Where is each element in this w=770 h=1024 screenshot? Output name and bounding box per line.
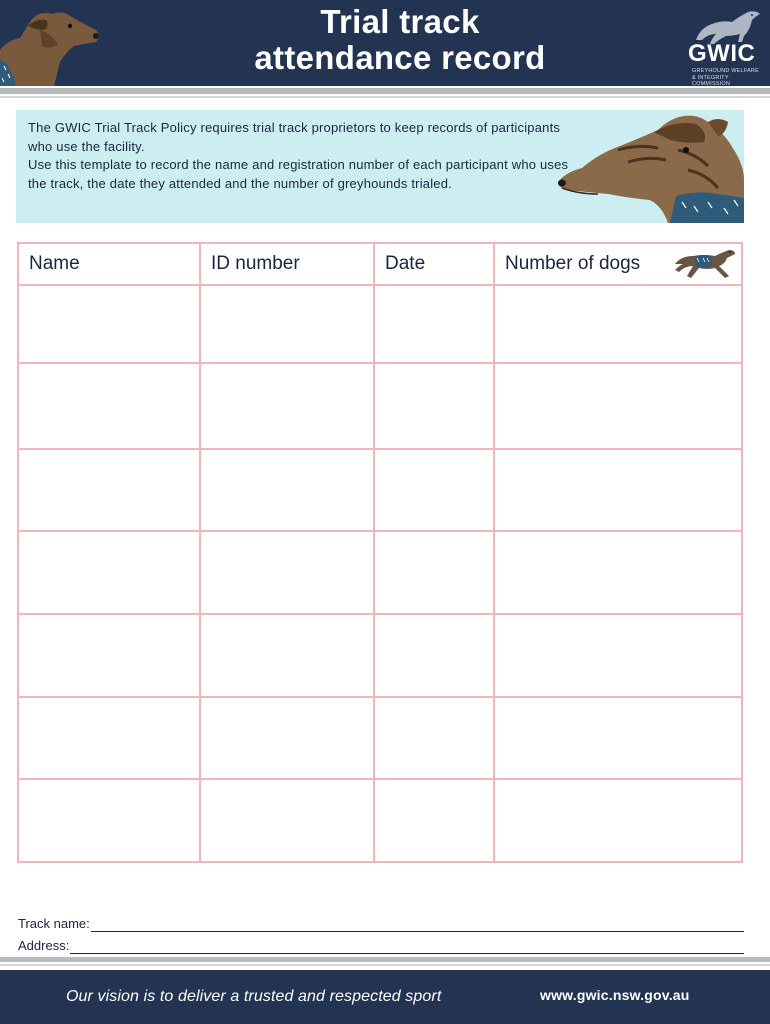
vision-statement: Our vision is to deliver a trusted and respected sport — [66, 988, 442, 1005]
footer-banner — [0, 970, 770, 1024]
table-cell-number-of-dogs[interactable] — [494, 363, 742, 449]
column-header-number-of-dogs — [494, 243, 742, 285]
table-cell-number-of-dogs[interactable] — [494, 779, 742, 862]
greyhound-head-photo — [558, 110, 744, 223]
intro-paragraph-1: The GWIC Trial Track Policy requires trial track proprietors to keep records of participants who use the facility. — [28, 120, 561, 154]
footer-divider-stripe — [0, 957, 770, 962]
table-cell-number-of-dogs[interactable] — [494, 449, 742, 531]
intro-text — [28, 119, 588, 193]
header-banner — [0, 0, 770, 86]
table-cell-number-of-dogs[interactable] — [494, 697, 742, 779]
address-label: Address: — [18, 938, 70, 953]
table-cell-id-number[interactable] — [200, 614, 374, 697]
page-title — [200, 4, 600, 76]
table-cell-date[interactable] — [374, 363, 494, 449]
table-cell-id-number[interactable] — [200, 449, 374, 531]
intro-box — [16, 110, 744, 223]
table-header-row — [18, 243, 742, 285]
website-link[interactable]: www.gwic.nsw.gov.au — [540, 987, 690, 1003]
column-header-id-number: ID number — [200, 243, 374, 285]
table-row — [18, 285, 742, 363]
divider-stripe-thin — [0, 96, 770, 98]
address-field[interactable] — [70, 939, 744, 954]
table-row — [18, 697, 742, 779]
table-cell-date[interactable] — [374, 614, 494, 697]
table-row — [18, 363, 742, 449]
column-header-name: Name — [18, 243, 200, 285]
divider-stripe — [0, 88, 770, 94]
table-cell-date[interactable] — [374, 449, 494, 531]
logo-text: GWIC — [688, 40, 756, 67]
table-cell-date[interactable] — [374, 285, 494, 363]
table-row — [18, 449, 742, 531]
table-cell-name[interactable] — [18, 285, 200, 363]
track-name-field[interactable] — [91, 917, 744, 932]
greyhound-photo — [0, 0, 108, 86]
table-row — [18, 614, 742, 697]
table-cell-id-number[interactable] — [200, 531, 374, 614]
table-cell-date[interactable] — [374, 779, 494, 862]
title-line-1: Trial track — [320, 3, 480, 40]
table-cell-id-number[interactable] — [200, 285, 374, 363]
table-cell-name[interactable] — [18, 363, 200, 449]
track-name-label: Track name: — [18, 916, 90, 931]
address-row — [18, 932, 744, 954]
table-cell-id-number[interactable] — [200, 697, 374, 779]
table-cell-date[interactable] — [374, 697, 494, 779]
table-cell-name[interactable] — [18, 614, 200, 697]
table-cell-name[interactable] — [18, 449, 200, 531]
attendance-table — [17, 242, 743, 863]
table-cell-number-of-dogs[interactable] — [494, 285, 742, 363]
racing-greyhound-icon — [671, 246, 737, 282]
gwic-logo — [682, 6, 762, 87]
track-details — [18, 910, 744, 954]
table-cell-name[interactable] — [18, 531, 200, 614]
table-cell-date[interactable] — [374, 531, 494, 614]
title-line-2: attendance record — [254, 39, 546, 76]
track-name-row — [18, 910, 744, 932]
table-cell-number-of-dogs[interactable] — [494, 531, 742, 614]
table-row — [18, 531, 742, 614]
table-cell-number-of-dogs[interactable] — [494, 614, 742, 697]
number-of-dogs-label: Number of dogs — [505, 253, 641, 274]
table-cell-name[interactable] — [18, 697, 200, 779]
intro-paragraph-2: Use this template to record the name and registration number of each participant who uses the track, the date they attended and the number of greyhounds trialed. — [28, 157, 569, 191]
logo-subtext: GREYHOUND WELFARE & INTEGRITY COMMISSION — [692, 68, 759, 87]
footer-divider-stripe-thin — [0, 964, 770, 966]
column-header-date: Date — [374, 243, 494, 285]
table-cell-id-number[interactable] — [200, 363, 374, 449]
table-row — [18, 779, 742, 862]
table-cell-name[interactable] — [18, 779, 200, 862]
table-cell-id-number[interactable] — [200, 779, 374, 862]
